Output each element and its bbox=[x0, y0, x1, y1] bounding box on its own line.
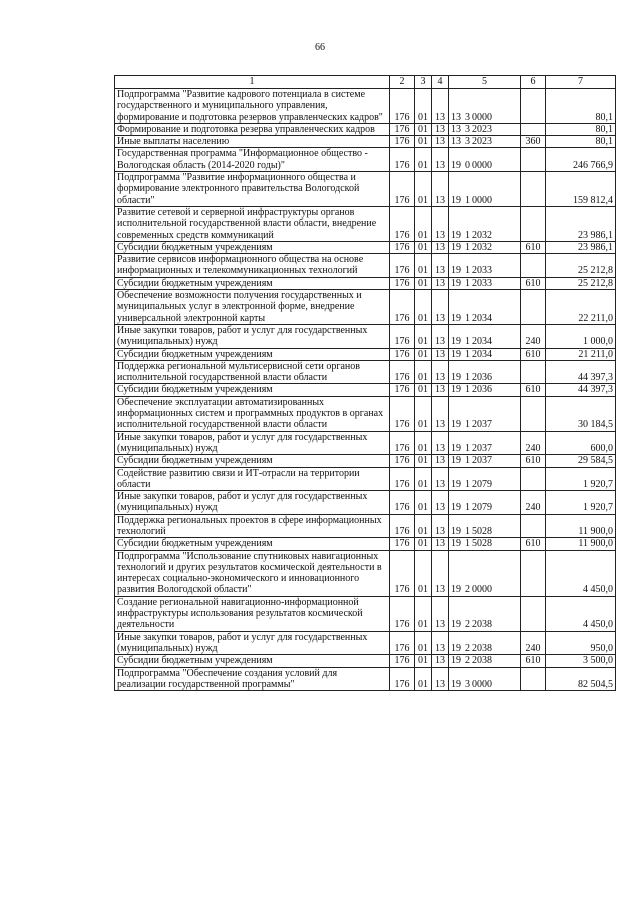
expense-type-cell bbox=[521, 206, 546, 241]
ministry-code-cell: 176 bbox=[390, 348, 415, 360]
program-code-cell bbox=[449, 538, 521, 550]
subsection-code-cell: 13 bbox=[432, 431, 449, 455]
ministry-code-cell: 176 bbox=[390, 631, 415, 655]
program-code-cell bbox=[449, 206, 521, 241]
amount-cell: 80,1 bbox=[546, 123, 616, 135]
ministry-code-cell: 176 bbox=[390, 491, 415, 515]
table-row bbox=[115, 206, 616, 241]
program-code-cell bbox=[449, 241, 521, 253]
program-code-part: 19 bbox=[451, 159, 461, 171]
ministry-code-cell: 176 bbox=[390, 324, 415, 348]
amount-cell: 23 986,1 bbox=[546, 241, 616, 253]
amount-cell: 22 211,0 bbox=[546, 290, 616, 325]
program-code-part: 2036 bbox=[472, 384, 492, 396]
subsection-code-cell: 13 bbox=[432, 384, 449, 396]
amount-cell: 4 450,0 bbox=[546, 596, 616, 631]
subsection-code-cell: 13 bbox=[432, 655, 449, 667]
program-code-cell bbox=[449, 136, 521, 148]
row-name-cell: Формирование и подготовка резерва управленческих кадров bbox=[115, 123, 390, 135]
section-code-cell: 01 bbox=[415, 538, 432, 550]
row-name-cell: Обеспечение эксплуатации автоматизированных информационных систем и программных продуктов в органах исполнительной государственной власти области bbox=[115, 396, 390, 431]
row-name-cell: Обеспечение возможности получения государственных и муниципальных услуг в электронной форме, внедрение универсальной электронной карты bbox=[115, 290, 390, 325]
expense-type-cell bbox=[521, 667, 546, 691]
expense-type-cell bbox=[521, 550, 546, 596]
program-code-part: 19 bbox=[451, 419, 461, 431]
program-code-cell bbox=[449, 396, 521, 431]
column-header: 2 bbox=[390, 76, 415, 89]
program-code-part: 1 bbox=[465, 478, 470, 490]
column-header: 5 bbox=[449, 76, 521, 89]
program-code-part: 19 bbox=[451, 229, 461, 241]
program-code-part: 19 bbox=[451, 265, 461, 277]
expense-type-cell: 360 bbox=[521, 136, 546, 148]
ministry-code-cell: 176 bbox=[390, 396, 415, 431]
subsection-code-cell: 13 bbox=[432, 667, 449, 691]
amount-cell: 159 812,4 bbox=[546, 172, 616, 207]
expense-type-cell bbox=[521, 467, 546, 491]
program-code-cell bbox=[449, 172, 521, 207]
section-code-cell: 01 bbox=[415, 514, 432, 538]
program-code-part: 19 bbox=[451, 678, 461, 690]
amount-cell: 600,0 bbox=[546, 431, 616, 455]
subsection-code-cell: 13 bbox=[432, 89, 449, 124]
row-name-cell: Субсидии бюджетным учреждениям bbox=[115, 241, 390, 253]
program-code-part: 1 bbox=[465, 384, 470, 396]
section-code-cell: 01 bbox=[415, 455, 432, 467]
row-name-cell: Подпрограмма "Развитие кадрового потенциала в системе государственного и муниципального управления, формирование и подготовка резервов управленческих кадров" bbox=[115, 89, 390, 124]
ministry-code-cell: 176 bbox=[390, 290, 415, 325]
program-code-part: 1 bbox=[465, 419, 470, 431]
column-header: 7 bbox=[546, 76, 616, 89]
expense-type-cell bbox=[521, 172, 546, 207]
program-code-cell bbox=[449, 667, 521, 691]
row-name-cell: Подпрограмма "Использование спутниковых навигационных технологий и других результатов космической деятельности в интересах социально-экономического и инновационного развития Вологодской области" bbox=[115, 550, 390, 596]
program-code-part: 19 bbox=[451, 538, 461, 550]
amount-cell: 23 986,1 bbox=[546, 206, 616, 241]
expense-type-cell bbox=[521, 514, 546, 538]
row-name-cell: Иные закупки товаров, работ и услуг для государственных (муниципальных) нужд bbox=[115, 431, 390, 455]
program-code-part: 1 bbox=[465, 502, 470, 514]
program-code-part: 1 bbox=[465, 455, 470, 467]
table-row bbox=[115, 148, 616, 172]
amount-cell: 4 450,0 bbox=[546, 550, 616, 596]
ministry-code-cell: 176 bbox=[390, 467, 415, 491]
program-code-part: 2038 bbox=[472, 655, 492, 667]
expense-type-cell: 240 bbox=[521, 431, 546, 455]
ministry-code-cell: 176 bbox=[390, 241, 415, 253]
subsection-code-cell: 13 bbox=[432, 172, 449, 207]
program-code-part: 13 bbox=[451, 136, 461, 148]
expense-type-cell bbox=[521, 89, 546, 124]
expense-type-cell: 610 bbox=[521, 655, 546, 667]
section-code-cell: 01 bbox=[415, 290, 432, 325]
section-code-cell: 01 bbox=[415, 596, 432, 631]
program-code-part: 19 bbox=[451, 584, 461, 596]
table-row bbox=[115, 290, 616, 325]
ministry-code-cell: 176 bbox=[390, 148, 415, 172]
expense-type-cell: 240 bbox=[521, 491, 546, 515]
budget-table bbox=[114, 75, 616, 691]
amount-cell: 11 900,0 bbox=[546, 538, 616, 550]
program-code-part: 2023 bbox=[472, 123, 492, 135]
program-code-cell bbox=[449, 348, 521, 360]
amount-cell: 80,1 bbox=[546, 89, 616, 124]
table-row bbox=[115, 514, 616, 538]
table-row bbox=[115, 277, 616, 289]
row-name-cell: Поддержка региональных проектов в сфере информационных технологий bbox=[115, 514, 390, 538]
program-code-part: 5028 bbox=[472, 538, 492, 550]
subsection-code-cell: 13 bbox=[432, 396, 449, 431]
program-code-part: 3 bbox=[465, 111, 470, 123]
expense-type-cell: 610 bbox=[521, 538, 546, 550]
expense-type-cell: 610 bbox=[521, 277, 546, 289]
row-name-cell: Субсидии бюджетным учреждениям bbox=[115, 655, 390, 667]
table-row bbox=[115, 384, 616, 396]
ministry-code-cell: 176 bbox=[390, 172, 415, 207]
amount-cell: 25 212,8 bbox=[546, 277, 616, 289]
row-name-cell: Субсидии бюджетным учреждениям bbox=[115, 538, 390, 550]
expense-type-cell: 240 bbox=[521, 324, 546, 348]
program-code-part: 2038 bbox=[472, 642, 492, 654]
subsection-code-cell: 13 bbox=[432, 514, 449, 538]
expense-type-cell: 610 bbox=[521, 384, 546, 396]
section-code-cell: 01 bbox=[415, 241, 432, 253]
amount-cell: 80,1 bbox=[546, 136, 616, 148]
ministry-code-cell: 176 bbox=[390, 89, 415, 124]
program-code-part: 5028 bbox=[472, 525, 492, 537]
subsection-code-cell: 13 bbox=[432, 631, 449, 655]
table-row bbox=[115, 241, 616, 253]
program-code-part: 13 bbox=[451, 111, 461, 123]
ministry-code-cell: 176 bbox=[390, 667, 415, 691]
page-number: 66 bbox=[315, 42, 325, 53]
program-code-part: 19 bbox=[451, 455, 461, 467]
row-name-cell: Иные закупки товаров, работ и услуг для государственных (муниципальных) нужд bbox=[115, 324, 390, 348]
program-code-part: 19 bbox=[451, 619, 461, 631]
program-code-part: 19 bbox=[451, 336, 461, 348]
row-name-cell: Развитие сетевой и серверной инфраструктуры органов исполнительной государственной власти области, внедрение современных средств коммуникаций bbox=[115, 206, 390, 241]
table-row bbox=[115, 324, 616, 348]
ministry-code-cell: 176 bbox=[390, 550, 415, 596]
section-code-cell: 01 bbox=[415, 348, 432, 360]
row-name-cell: Субсидии бюджетным учреждениям bbox=[115, 348, 390, 360]
program-code-part: 1 bbox=[465, 229, 470, 241]
program-code-part: 1 bbox=[465, 336, 470, 348]
subsection-code-cell: 13 bbox=[432, 324, 449, 348]
expense-type-cell bbox=[521, 123, 546, 135]
amount-cell: 3 500,0 bbox=[546, 655, 616, 667]
row-name-cell: Иные закупки товаров, работ и услуг для государственных (муниципальных) нужд bbox=[115, 631, 390, 655]
section-code-cell: 01 bbox=[415, 123, 432, 135]
program-code-part: 2037 bbox=[472, 419, 492, 431]
ministry-code-cell: 176 bbox=[390, 655, 415, 667]
amount-cell: 1 920,7 bbox=[546, 467, 616, 491]
program-code-cell bbox=[449, 254, 521, 278]
section-code-cell: 01 bbox=[415, 360, 432, 384]
amount-cell: 44 397,3 bbox=[546, 384, 616, 396]
amount-cell: 30 184,5 bbox=[546, 396, 616, 431]
table-row bbox=[115, 596, 616, 631]
subsection-code-cell: 13 bbox=[432, 538, 449, 550]
subsection-code-cell: 13 bbox=[432, 136, 449, 148]
expense-type-cell bbox=[521, 596, 546, 631]
expense-type-cell: 610 bbox=[521, 241, 546, 253]
program-code-part: 1 bbox=[465, 538, 470, 550]
program-code-part: 2 bbox=[465, 655, 470, 667]
program-code-part: 1 bbox=[465, 277, 470, 289]
subsection-code-cell: 13 bbox=[432, 596, 449, 631]
program-code-part: 0000 bbox=[472, 678, 492, 690]
program-code-part: 13 bbox=[451, 123, 461, 135]
subsection-code-cell: 13 bbox=[432, 277, 449, 289]
program-code-cell bbox=[449, 324, 521, 348]
subsection-code-cell: 13 bbox=[432, 290, 449, 325]
amount-cell: 11 900,0 bbox=[546, 514, 616, 538]
program-code-part: 19 bbox=[451, 655, 461, 667]
program-code-part: 2 bbox=[465, 619, 470, 631]
ministry-code-cell: 176 bbox=[390, 123, 415, 135]
table-row bbox=[115, 348, 616, 360]
program-code-part: 19 bbox=[451, 502, 461, 514]
amount-cell: 25 212,8 bbox=[546, 254, 616, 278]
program-code-cell bbox=[449, 89, 521, 124]
subsection-code-cell: 13 bbox=[432, 491, 449, 515]
amount-cell: 1 000,0 bbox=[546, 324, 616, 348]
subsection-code-cell: 13 bbox=[432, 550, 449, 596]
program-code-part: 2033 bbox=[472, 277, 492, 289]
program-code-part: 19 bbox=[451, 384, 461, 396]
ministry-code-cell: 176 bbox=[390, 206, 415, 241]
table-header-row bbox=[115, 76, 616, 89]
table-row bbox=[115, 136, 616, 148]
ministry-code-cell: 176 bbox=[390, 277, 415, 289]
section-code-cell: 01 bbox=[415, 631, 432, 655]
section-code-cell: 01 bbox=[415, 277, 432, 289]
subsection-code-cell: 13 bbox=[432, 348, 449, 360]
table-row bbox=[115, 431, 616, 455]
program-code-cell bbox=[449, 550, 521, 596]
subsection-code-cell: 13 bbox=[432, 148, 449, 172]
program-code-cell bbox=[449, 655, 521, 667]
section-code-cell: 01 bbox=[415, 148, 432, 172]
section-code-cell: 01 bbox=[415, 254, 432, 278]
ministry-code-cell: 176 bbox=[390, 596, 415, 631]
section-code-cell: 01 bbox=[415, 89, 432, 124]
program-code-part: 2037 bbox=[472, 455, 492, 467]
amount-cell: 1 920,7 bbox=[546, 491, 616, 515]
program-code-cell bbox=[449, 384, 521, 396]
program-code-part: 1 bbox=[465, 442, 470, 454]
subsection-code-cell: 13 bbox=[432, 467, 449, 491]
subsection-code-cell: 13 bbox=[432, 254, 449, 278]
expense-type-cell bbox=[521, 290, 546, 325]
row-name-cell: Иные выплаты населению bbox=[115, 136, 390, 148]
program-code-part: 19 bbox=[451, 241, 461, 253]
column-header: 4 bbox=[432, 76, 449, 89]
program-code-part: 19 bbox=[451, 478, 461, 490]
program-code-cell bbox=[449, 277, 521, 289]
program-code-part: 1 bbox=[465, 372, 470, 384]
program-code-part: 1 bbox=[465, 241, 470, 253]
expense-type-cell bbox=[521, 254, 546, 278]
section-code-cell: 01 bbox=[415, 384, 432, 396]
program-code-part: 2023 bbox=[472, 136, 492, 148]
program-code-part: 2032 bbox=[472, 229, 492, 241]
program-code-part: 2034 bbox=[472, 336, 492, 348]
section-code-cell: 01 bbox=[415, 206, 432, 241]
program-code-cell bbox=[449, 431, 521, 455]
table-row bbox=[115, 396, 616, 431]
row-name-cell: Субсидии бюджетным учреждениям bbox=[115, 384, 390, 396]
program-code-part: 0000 bbox=[472, 194, 492, 206]
program-code-cell bbox=[449, 290, 521, 325]
program-code-part: 19 bbox=[451, 348, 461, 360]
row-name-cell: Субсидии бюджетным учреждениям bbox=[115, 277, 390, 289]
table-row bbox=[115, 550, 616, 596]
ministry-code-cell: 176 bbox=[390, 254, 415, 278]
row-name-cell: Государственная программа "Информационное общество - Вологодская область (2014-2020 годы)" bbox=[115, 148, 390, 172]
subsection-code-cell: 13 bbox=[432, 455, 449, 467]
subsection-code-cell: 13 bbox=[432, 123, 449, 135]
program-code-part: 2034 bbox=[472, 312, 492, 324]
subsection-code-cell: 13 bbox=[432, 360, 449, 384]
program-code-cell bbox=[449, 514, 521, 538]
amount-cell: 82 504,5 bbox=[546, 667, 616, 691]
table-row bbox=[115, 491, 616, 515]
column-header: 6 bbox=[521, 76, 546, 89]
program-code-cell bbox=[449, 455, 521, 467]
table-row bbox=[115, 172, 616, 207]
program-code-part: 2 bbox=[465, 584, 470, 596]
program-code-cell bbox=[449, 123, 521, 135]
ministry-code-cell: 176 bbox=[390, 384, 415, 396]
program-code-cell bbox=[449, 467, 521, 491]
section-code-cell: 01 bbox=[415, 655, 432, 667]
ministry-code-cell: 176 bbox=[390, 431, 415, 455]
program-code-part: 3 bbox=[465, 678, 470, 690]
expense-type-cell bbox=[521, 360, 546, 384]
table-row bbox=[115, 631, 616, 655]
table-row bbox=[115, 467, 616, 491]
expense-type-cell bbox=[521, 148, 546, 172]
table-row bbox=[115, 667, 616, 691]
row-name-cell: Субсидии бюджетным учреждениям bbox=[115, 455, 390, 467]
amount-cell: 950,0 bbox=[546, 631, 616, 655]
program-code-part: 1 bbox=[465, 525, 470, 537]
subsection-code-cell: 13 bbox=[432, 241, 449, 253]
section-code-cell: 01 bbox=[415, 324, 432, 348]
program-code-part: 2033 bbox=[472, 265, 492, 277]
row-name-cell: Содействие развитию связи и ИТ-отрасли на территории области bbox=[115, 467, 390, 491]
table-row bbox=[115, 538, 616, 550]
program-code-part: 19 bbox=[451, 442, 461, 454]
expense-type-cell: 610 bbox=[521, 455, 546, 467]
amount-cell: 29 584,5 bbox=[546, 455, 616, 467]
amount-cell: 44 397,3 bbox=[546, 360, 616, 384]
program-code-part: 0000 bbox=[472, 584, 492, 596]
row-name-cell: Создание региональной навигационно-информационной инфраструктуры использования результатов космической деятельности bbox=[115, 596, 390, 631]
program-code-part: 3 bbox=[465, 123, 470, 135]
program-code-part: 2036 bbox=[472, 372, 492, 384]
program-code-cell bbox=[449, 360, 521, 384]
program-code-part: 0 bbox=[465, 159, 470, 171]
section-code-cell: 01 bbox=[415, 431, 432, 455]
program-code-part: 19 bbox=[451, 525, 461, 537]
table-row bbox=[115, 254, 616, 278]
section-code-cell: 01 bbox=[415, 491, 432, 515]
program-code-part: 1 bbox=[465, 265, 470, 277]
section-code-cell: 01 bbox=[415, 667, 432, 691]
program-code-cell bbox=[449, 596, 521, 631]
program-code-cell bbox=[449, 631, 521, 655]
program-code-part: 19 bbox=[451, 312, 461, 324]
ministry-code-cell: 176 bbox=[390, 136, 415, 148]
section-code-cell: 01 bbox=[415, 136, 432, 148]
program-code-part: 2079 bbox=[472, 502, 492, 514]
column-header: 3 bbox=[415, 76, 432, 89]
program-code-part: 2038 bbox=[472, 619, 492, 631]
row-name-cell: Подпрограмма "Развитие информационного общества и формирование электронного правительства Вологодской области" bbox=[115, 172, 390, 207]
table-row bbox=[115, 655, 616, 667]
section-code-cell: 01 bbox=[415, 467, 432, 491]
program-code-part: 2032 bbox=[472, 241, 492, 253]
expense-type-cell bbox=[521, 396, 546, 431]
amount-cell: 246 766,9 bbox=[546, 148, 616, 172]
ministry-code-cell: 176 bbox=[390, 538, 415, 550]
ministry-code-cell: 176 bbox=[390, 514, 415, 538]
program-code-part: 2 bbox=[465, 642, 470, 654]
section-code-cell: 01 bbox=[415, 550, 432, 596]
row-name-cell: Поддержка региональной мультисервисной сети органов исполнительной государственной власти области bbox=[115, 360, 390, 384]
program-code-part: 19 bbox=[451, 194, 461, 206]
table-row bbox=[115, 360, 616, 384]
table-row bbox=[115, 89, 616, 124]
row-name-cell: Подпрограмма "Обеспечение создания условий для реализации государственной программы" bbox=[115, 667, 390, 691]
expense-type-cell: 610 bbox=[521, 348, 546, 360]
program-code-part: 1 bbox=[465, 194, 470, 206]
table-row bbox=[115, 123, 616, 135]
subsection-code-cell: 13 bbox=[432, 206, 449, 241]
ministry-code-cell: 176 bbox=[390, 360, 415, 384]
program-code-part: 19 bbox=[451, 277, 461, 289]
ministry-code-cell: 176 bbox=[390, 455, 415, 467]
program-code-part: 1 bbox=[465, 312, 470, 324]
program-code-part: 0000 bbox=[472, 159, 492, 171]
expense-type-cell: 240 bbox=[521, 631, 546, 655]
amount-cell: 21 211,0 bbox=[546, 348, 616, 360]
program-code-part: 19 bbox=[451, 372, 461, 384]
row-name-cell: Развитие сервисов информационного общества на основе информационных и телекоммуникационных технологий bbox=[115, 254, 390, 278]
program-code-part: 0000 bbox=[472, 111, 492, 123]
program-code-cell bbox=[449, 491, 521, 515]
program-code-part: 3 bbox=[465, 136, 470, 148]
program-code-part: 2037 bbox=[472, 442, 492, 454]
program-code-part: 1 bbox=[465, 348, 470, 360]
table-row bbox=[115, 455, 616, 467]
program-code-part: 2034 bbox=[472, 348, 492, 360]
program-code-cell bbox=[449, 148, 521, 172]
row-name-cell: Иные закупки товаров, работ и услуг для государственных (муниципальных) нужд bbox=[115, 491, 390, 515]
section-code-cell: 01 bbox=[415, 396, 432, 431]
column-header: 1 bbox=[115, 76, 390, 89]
program-code-part: 19 bbox=[451, 642, 461, 654]
program-code-part: 2079 bbox=[472, 478, 492, 490]
section-code-cell: 01 bbox=[415, 172, 432, 207]
